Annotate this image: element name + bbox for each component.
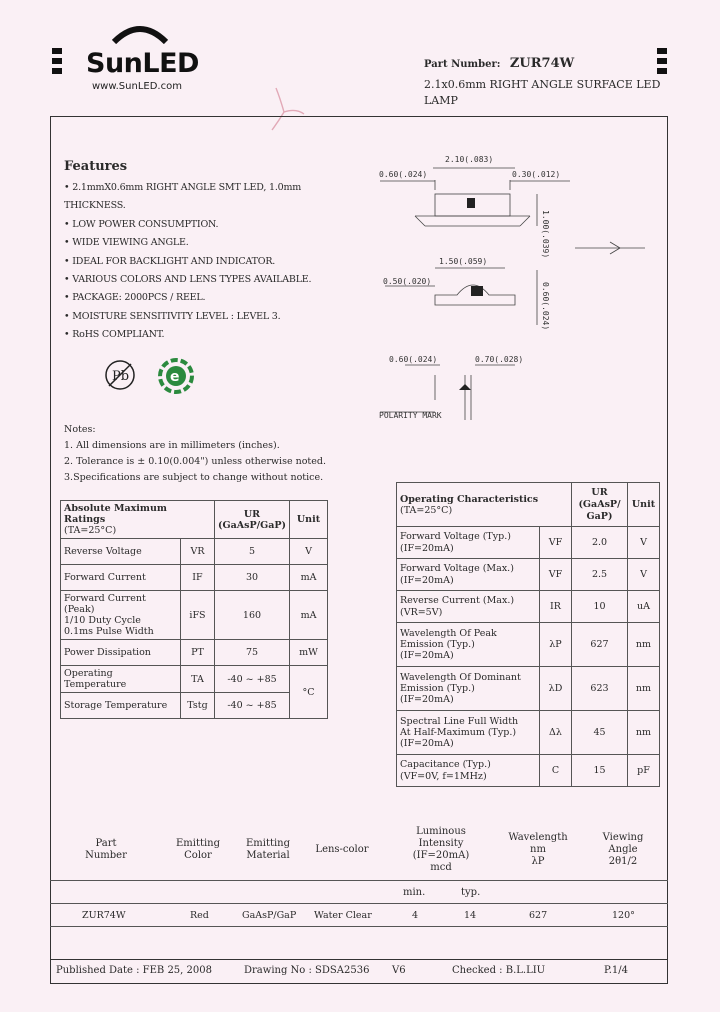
note-item: 1. All dimensions are in millimeters (inches). — [64, 440, 280, 451]
svg-text:POLARITY MARK: POLARITY MARK — [379, 411, 442, 420]
svg-text:0.60(.024): 0.60(.024) — [541, 282, 550, 331]
features-title: Features — [64, 159, 128, 174]
table-cell: nm — [628, 667, 660, 711]
table-row — [50, 910, 668, 924]
published-date: Published Date : FEB 25, 2008 — [56, 965, 212, 976]
table-row — [397, 623, 660, 667]
col-wavelength: Wavelength nm λP — [508, 832, 568, 867]
table-row — [397, 667, 660, 711]
col-luminous-intensity: Luminous Intensity (IF=20mA) mcd — [412, 826, 470, 873]
col-emitting-material: Emitting Material — [245, 838, 291, 861]
table-cell: pF — [628, 755, 660, 787]
table-cell: 2.0 — [572, 527, 628, 559]
abs-max-title: Absolute Maximum Ratings — [64, 503, 167, 525]
svg-text:0.60(.024): 0.60(.024) — [389, 355, 438, 364]
package-drawing — [375, 150, 665, 430]
notes — [64, 422, 374, 486]
row-typ: 14 — [464, 910, 477, 921]
svg-text:1.50(.059): 1.50(.059) — [439, 257, 488, 266]
version: V6 — [392, 965, 406, 976]
logo-url[interactable]: www.SunLED.com — [92, 81, 182, 92]
table-cell: mA — [290, 565, 328, 591]
table-cell: 15 — [572, 755, 628, 787]
abs-max-col-ur-sub: (GaAsP/GaP) — [217, 519, 286, 531]
table-cell: Spectral Line Full Width At Half-Maximum (Typ.) (IF=20mA) — [397, 711, 540, 755]
table-cell: 160 — [214, 591, 289, 640]
table-cell: 627 — [572, 623, 628, 667]
feature-item: • MOISTURE SENSITIVITY LEVEL : LEVEL 3. — [64, 310, 281, 322]
feature-text: VARIOUS COLORS AND LENS TYPES AVAILABLE. — [72, 274, 312, 286]
table-cell: °C — [290, 666, 328, 719]
feature-item: • RoHS COMPLIANT. — [64, 329, 165, 341]
feature-text: WIDE VIEWING ANGLE. — [72, 237, 189, 249]
table-cell: Capacitance (Typ.) (VF=0V, f=1MHz) — [397, 755, 540, 787]
col-lens-color: Lens-color — [315, 844, 369, 855]
svg-text:Pb: Pb — [112, 369, 130, 384]
feature-text: LOW POWER CONSUMPTION. — [72, 218, 219, 230]
table-cell: 10 — [572, 591, 628, 623]
row-wavelength: 627 — [529, 910, 548, 921]
feature-item: • 2.1mmX0.6mm RIGHT ANGLE SMT LED, 1.0mm THICKNESS. — [64, 182, 302, 212]
table-cell: IR — [540, 591, 572, 623]
table-row — [397, 711, 660, 755]
table-row — [397, 559, 660, 591]
feature-item: • PACKAGE: 2000PCS / REEL. — [64, 292, 206, 304]
checked-by: Checked : B.L.LIU — [452, 965, 546, 976]
sunled-logo-arc — [112, 22, 168, 44]
row-color: Red — [190, 910, 209, 921]
feature-item: • IDEAL FOR BACKLIGHT AND INDICATOR. — [64, 255, 276, 267]
feature-text: PACKAGE: 2000PCS / REEL. — [72, 292, 206, 304]
table-cell: -40 ~ +85 — [214, 693, 289, 719]
row-min: 4 — [412, 910, 419, 921]
table-cell: mW — [290, 640, 328, 666]
row-lens: Water Clear — [314, 910, 372, 921]
table-cell: PT — [180, 640, 214, 666]
feature-item: • LOW POWER CONSUMPTION. — [64, 218, 219, 230]
table-cell: uA — [628, 591, 660, 623]
table-row — [397, 527, 660, 559]
table-cell: λD — [540, 667, 572, 711]
op-char-condition: (TA=25°C) — [400, 504, 453, 516]
table-cell: Wavelength Of Dominant Emission (Typ.) (IF=20mA) — [397, 667, 540, 711]
part-number-label: Part Number: — [424, 59, 501, 70]
table-cell: TA — [180, 666, 214, 693]
registration-mark-right — [657, 48, 667, 78]
table-cell: Δλ — [540, 711, 572, 755]
table-cell: Forward Current — [61, 565, 181, 591]
part-number: ZUR74W — [509, 56, 575, 71]
row-angle: 120° — [612, 910, 635, 921]
note-item: 3.Specifications are subject to change without notice. — [64, 472, 324, 483]
svg-text:0.70(.028): 0.70(.028) — [475, 355, 524, 364]
table-row — [61, 591, 328, 640]
col-part-number: Part Number — [85, 838, 127, 861]
table-cell: 2.5 — [572, 559, 628, 591]
table-row — [397, 755, 660, 787]
table-cell: Forward Voltage (Max.) (IF=20mA) — [397, 559, 540, 591]
table-cell: V — [290, 539, 328, 565]
op-char-col-ur-sub: (GaAsP/ GaP) — [578, 498, 621, 522]
pb-free-icon — [104, 359, 136, 391]
table-row — [61, 693, 328, 719]
table-row — [61, 640, 328, 666]
notes-title: Notes: — [64, 424, 96, 435]
table-cell: -40 ~ +85 — [214, 666, 289, 693]
table-row — [397, 591, 660, 623]
table-row — [61, 565, 328, 591]
abs-max-col-ur: UR — [243, 508, 261, 520]
feature-item: • VARIOUS COLORS AND LENS TYPES AVAILABLE. — [64, 274, 312, 286]
table-cell: V — [628, 559, 660, 591]
abs-max-condition: (TA=25°C) — [64, 525, 117, 536]
feature-text: 2.1mmX0.6mm RIGHT ANGLE SMT LED, 1.0mm THICKNESS. — [64, 182, 302, 212]
col-typ: typ. — [461, 887, 481, 898]
table-cell: 30 — [214, 565, 289, 591]
table-cell: iFS — [180, 591, 214, 640]
table-cell: λP — [540, 623, 572, 667]
table-cell: C — [540, 755, 572, 787]
table-cell: 5 — [214, 539, 289, 565]
table-cell: Forward Voltage (Typ.) (IF=20mA) — [397, 527, 540, 559]
part-description: 2.1x0.6mm RIGHT ANGLE SURFACE LED LAMP — [424, 78, 661, 107]
table-cell: IF — [180, 565, 214, 591]
svg-text:0.60(.024): 0.60(.024) — [379, 170, 428, 179]
drawing-number: Drawing No : SDSA2536 — [244, 965, 370, 976]
op-char-title: Operating Characteristics — [400, 493, 539, 505]
table-cell: Reverse Current (Max.) (VR=5V) — [397, 591, 540, 623]
page-number: P.1/4 — [604, 965, 628, 976]
svg-text:1.00(.039): 1.00(.039) — [541, 210, 550, 259]
feature-text: IDEAL FOR BACKLIGHT AND INDICATOR. — [72, 255, 276, 267]
logo: SunLED — [86, 48, 199, 79]
table-cell: VR — [180, 539, 214, 565]
table-cell: Operating Temperature — [61, 666, 181, 693]
op-char-col-unit: Unit — [631, 499, 656, 510]
table-cell: nm — [628, 623, 660, 667]
table-cell: Tstg — [180, 693, 214, 719]
registration-mark-left — [52, 48, 62, 78]
svg-text:0.50(.020): 0.50(.020) — [383, 277, 432, 286]
table-cell: 623 — [572, 667, 628, 711]
row-part: ZUR74W — [82, 910, 126, 921]
rohs-e-icon — [158, 358, 194, 394]
feature-text: RoHS COMPLIANT. — [72, 329, 165, 341]
table-row — [61, 666, 328, 693]
table-cell: Forward Current (Peak) 1/10 Duty Cycle 0.1ms Pulse Width — [61, 591, 181, 640]
row-material: GaAsP/GaP — [242, 910, 297, 921]
table-cell: mA — [290, 591, 328, 640]
features-list — [64, 179, 364, 345]
table-cell: 75 — [214, 640, 289, 666]
table-cell: Storage Temperature — [61, 693, 181, 719]
table-cell: Power Dissipation — [61, 640, 181, 666]
table-cell: Reverse Voltage — [61, 539, 181, 565]
svg-text:e: e — [170, 369, 180, 385]
table-cell: nm — [628, 711, 660, 755]
note-item: 2. Tolerance is ± 0.10(0.004") unless otherwise noted. — [64, 456, 326, 467]
op-char-table — [396, 482, 660, 787]
col-min: min. — [403, 887, 426, 898]
feature-text: MOISTURE SENSITIVITY LEVEL : LEVEL 3. — [72, 310, 281, 322]
abs-max-col-unit: Unit — [296, 514, 321, 525]
svg-text:0.30(.012): 0.30(.012) — [512, 170, 561, 179]
feature-item: • WIDE VIEWING ANGLE. — [64, 237, 189, 249]
table-cell: 45 — [572, 711, 628, 755]
table-row — [61, 539, 328, 565]
table-cell: VF — [540, 559, 572, 591]
table-cell: V — [628, 527, 660, 559]
table-cell: VF — [540, 527, 572, 559]
svg-text:2.10(.083): 2.10(.083) — [445, 155, 494, 164]
col-emitting-color: Emitting Color — [175, 838, 221, 861]
col-viewing-angle: Viewing Angle 2θ1/2 — [602, 832, 644, 867]
abs-max-table — [60, 500, 328, 719]
op-char-col-ur: UR — [591, 486, 608, 498]
table-cell: Wavelength Of Peak Emission (Typ.) (IF=20mA) — [397, 623, 540, 667]
